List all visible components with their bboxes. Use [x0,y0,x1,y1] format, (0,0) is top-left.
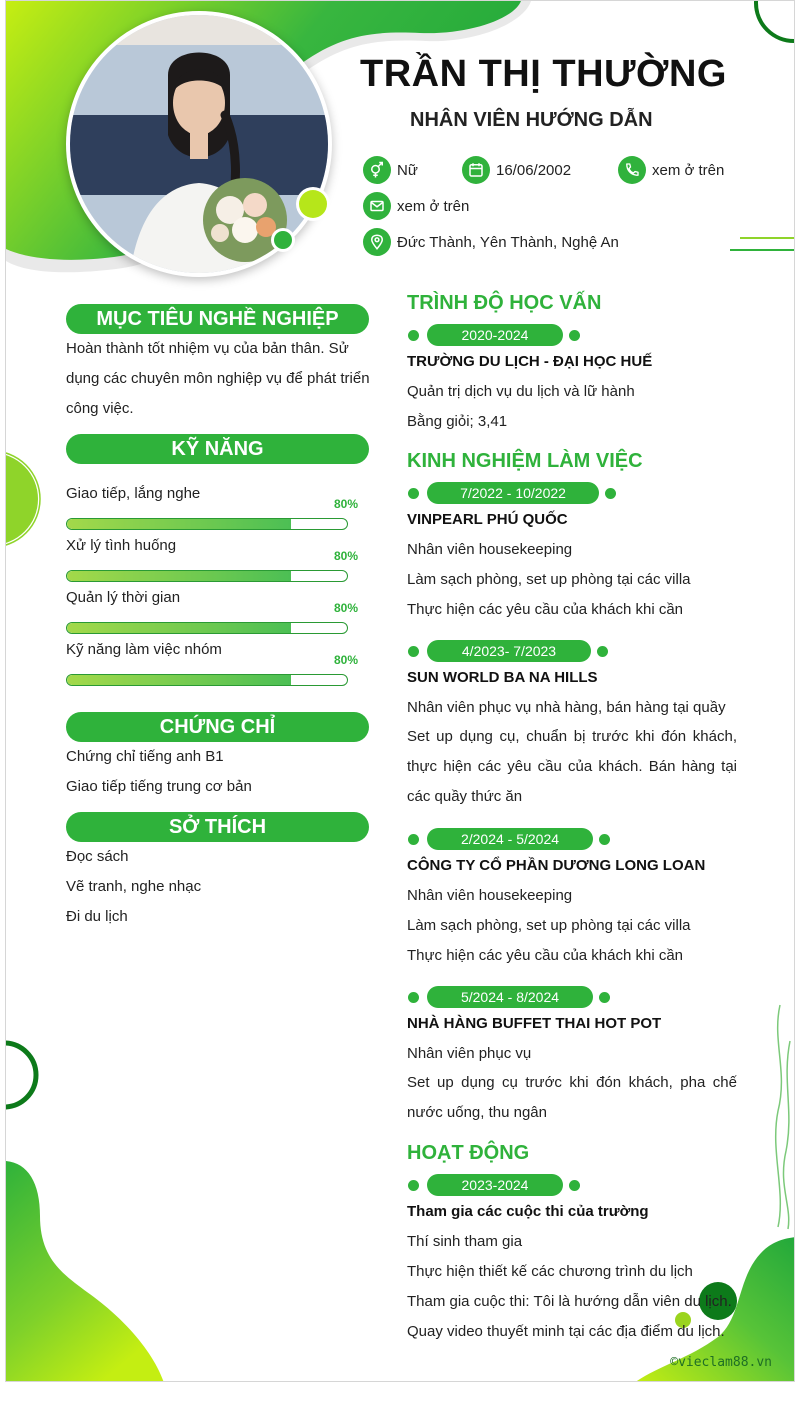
experience-period: 5/2024 - 8/2024 [427,986,593,1008]
timeline-dot [599,992,610,1003]
left-ring-decoration [6,1037,44,1113]
photo-dot-decoration [268,181,338,256]
skill-bar-fill [67,675,291,685]
experience-line: Nhân viên housekeeping [407,887,573,904]
right-squiggle-decoration [768,1001,795,1231]
experience-heading: KINH NGHIỆM LÀM VIỆC [407,450,643,472]
experience-date-row [408,482,616,504]
skill-bar [66,570,348,582]
experience-company: VINPEARL PHÚ QUỐC [407,511,568,528]
skill-name: Xử lý tình huống [66,537,177,554]
contact-birthday [462,156,571,184]
skills-heading: KỸ NĂNG [66,434,369,464]
certificate-item: Chứng chỉ tiếng anh B1 [66,748,224,765]
skill-bar-fill [67,519,291,529]
skill-name: Kỹ năng làm việc nhóm [66,641,222,658]
timeline-dot [408,330,419,341]
hobbies-heading: SỞ THÍCH [66,812,369,842]
skill-bar [66,674,348,686]
timeline-dot [408,488,419,499]
certificate-item: Giao tiếp tiếng trung cơ bản [66,778,252,795]
experience-date-row [408,640,608,662]
experience-line: Set up dụng cụ trước khi đón khách, pha chế nước uống, thu ngân [407,1074,737,1121]
top-right-ring-decoration [744,1,795,46]
contact-gender [363,156,418,184]
job-title: NHÂN VIÊN HƯỚNG DẪN [410,109,653,131]
education-period: 2020-2024 [427,324,563,346]
education-major: Quản trị dịch vụ du lịch và lữ hành [407,383,635,400]
activity-line: Quay video thuyết minh tại các địa điểm du lịch. [407,1323,725,1340]
experience-period: 7/2022 - 10/2022 [427,482,599,504]
gender-icon [363,156,391,184]
calendar-icon [462,156,490,184]
experience-company: SUN WORLD BA NA HILLS [407,669,598,686]
timeline-dot [597,646,608,657]
experience-date-row [408,828,610,850]
location-icon [363,228,391,256]
timeline-dot [408,992,419,1003]
timeline-dot [408,834,419,845]
bottom-left-wave-decoration [6,1161,186,1382]
activities-heading: HOẠT ĐỘNG [407,1142,530,1164]
experience-date-row [408,986,610,1008]
hobby-item: Đọc sách [66,848,129,865]
certificates-heading: CHỨNG CHỈ [66,712,369,742]
education-heading: TRÌNH ĐỘ HỌC VẤN [407,292,602,314]
phone-icon [618,156,646,184]
left-circle-decoration [6,449,46,553]
contact-address [363,228,619,256]
contact-phone [618,156,724,184]
timeline-dot [605,488,616,499]
address-value: Đức Thành, Yên Thành, Nghệ An [397,233,619,251]
skill-percent: 80% [334,549,359,563]
timeline-dot [599,834,610,845]
cv-page [5,0,795,1382]
experience-line: Nhân viên housekeeping [407,541,573,558]
skill-bar-fill [67,571,291,581]
activity-line: Thí sinh tham gia [407,1233,523,1250]
watermark: ©vieclam88.vn [670,1355,772,1370]
timeline-dot [408,646,419,657]
activity-line: Tham gia cuộc thi: Tôi là hướng dẫn viên du lịch. [407,1293,732,1310]
skill-percent: 80% [334,601,359,615]
header-lines-decoration [726,233,795,257]
hobby-item: Vẽ tranh, nghe nhạc [66,878,202,895]
gender-value: Nữ [397,161,418,179]
activity-line: Thực hiện thiết kế các chương trình du lịch [407,1263,693,1280]
education-grade: Bằng giỏi; 3,41 [407,413,508,430]
timeline-dot [569,330,580,341]
experience-line: Thực hiện các yêu cầu của khách khi cần [407,947,684,964]
experience-company: NHÀ HÀNG BUFFET THAI HOT POT [407,1015,662,1032]
skill-name: Quản lý thời gian [66,589,181,606]
experience-line: Nhân viên phục vụ nhà hàng, bán hàng tại quầy [407,699,726,716]
contact-email [363,192,469,220]
candidate-name: TRẦN THỊ THƯỜNG [360,53,727,95]
experience-line: Set up dụng cụ, chuẩn bị trước khi đón khách, thực hiện các yêu cầu của khách. Bán hàng tại các quầy thức ăn [407,728,737,805]
skill-percent: 80% [334,497,359,511]
skill-bar-fill [67,623,291,633]
activities-title: Tham gia các cuộc thi của trường [407,1203,649,1220]
experience-line: Làm sạch phòng, set up phòng tại các villa [407,917,691,934]
education-date-row [408,324,580,346]
experience-period: 4/2023- 7/2023 [427,640,591,662]
birthday-value: 16/06/2002 [496,161,572,179]
email-value: xem ở trên [397,197,470,215]
experience-line: Nhân viên phục vụ [407,1045,532,1062]
objective-heading: MỤC TIÊU NGHỀ NGHIỆP [66,304,369,334]
skill-percent: 80% [334,653,359,667]
experience-period: 2/2024 - 5/2024 [427,828,593,850]
experience-line: Thực hiện các yêu cầu của khách khi cần [407,601,684,618]
skill-name: Giao tiếp, lắng nghe [66,485,201,502]
experience-line: Làm sạch phòng, set up phòng tại các villa [407,571,691,588]
education-school: TRƯỜNG DU LỊCH - ĐẠI HỌC HUẾ [407,353,653,370]
activities-period: 2023-2024 [427,1174,563,1196]
email-icon [363,192,391,220]
timeline-dot [408,1180,419,1191]
objective-text: Hoàn thành tốt nhiệm vụ của bản thân. Sử dụng các chuyên môn nghiệp vụ để phát triển công việc. [66,340,370,417]
experience-company: CÔNG TY CỔ PHẦN DƯƠNG LONG LOAN [407,857,706,874]
skill-bar [66,518,348,530]
skill-bar [66,622,348,634]
phone-value: xem ở trên [652,161,725,179]
timeline-dot [569,1180,580,1191]
activities-date-row [408,1174,580,1196]
hobby-item: Đi du lịch [66,908,128,925]
